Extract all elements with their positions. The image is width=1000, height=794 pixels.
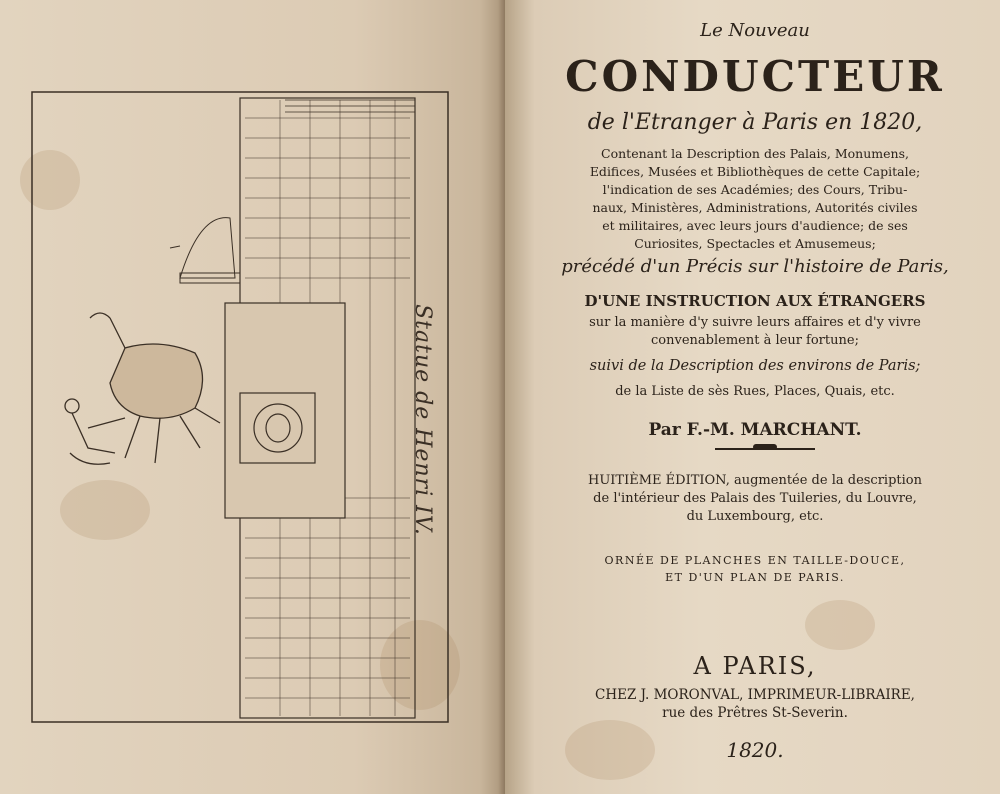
contents-line: l'indication de ses Académies; des Cours, Tribu- — [602, 182, 908, 197]
printer-line: rue des Prêtres St-Severin. — [662, 705, 848, 721]
edition-line: du Luxembourg, etc. — [686, 509, 824, 524]
engraving-plate — [30, 78, 450, 723]
edition-paragraph — [520, 472, 990, 526]
contents-paragraph — [520, 145, 990, 253]
imprint-printer — [520, 686, 990, 722]
plate-caption — [405, 240, 435, 600]
contents-line: naux, Ministères, Administrations, Autorités civiles — [592, 200, 918, 215]
plate-caption-text: Statue de Henri IV. — [410, 304, 435, 536]
maniere-line: sur la manière d'y suivre leurs affaires et d'y vivre — [589, 315, 921, 330]
book-subtitle: de l'Etranger à Paris en 1820, — [587, 110, 923, 135]
liste-line: de la Liste de sès Rues, Places, Quais, etc. — [615, 384, 895, 399]
maniere-paragraph — [520, 314, 990, 350]
ornee-line: ORNÉE DE PLANCHES EN TAILLE-DOUCE, — [604, 554, 906, 567]
suivi-line: suivi de la Description des environs de Paris; — [589, 358, 921, 374]
maniere-line: convenablement à leur fortune; — [651, 333, 859, 348]
imprint-city: A PARIS, — [693, 652, 817, 680]
precede-line: précédé d'un Précis sur l'histoire de Paris, — [561, 256, 949, 277]
ornee-paragraph — [520, 552, 990, 586]
equestrian-statue-engraving — [65, 313, 220, 464]
imprint-year: 1820. — [726, 738, 784, 762]
edition-line: HUITIÈME ÉDITION, augmentée de la description — [588, 473, 922, 488]
contents-line: Edifices, Musées et Bibliothèques de cette Capitale; — [589, 164, 921, 179]
author-line: Par F.-M. MARCHANT. — [648, 420, 862, 440]
contents-line: Curiosites, Spectacles et Amusemeus; — [634, 236, 876, 251]
contents-line: Contenant la Description des Palais, Monumens, — [601, 146, 909, 161]
dome-engraving — [170, 218, 240, 283]
pedestal-engraving — [225, 303, 345, 518]
ornee-line: ET D'UN PLAN DE PARIS. — [665, 571, 845, 584]
book-title: CONDUCTEUR — [565, 52, 945, 101]
edition-line: de l'intérieur des Palais des Tuileries, du Louvre, — [593, 491, 917, 506]
ornamental-rule-center — [753, 444, 777, 450]
contents-line: et militaires, avec leurs jours d'audience; de ses — [602, 218, 908, 233]
instruction-heading: D'UNE INSTRUCTION AUX ÉTRANGERS — [584, 292, 926, 310]
subtitle-top: Le Nouveau — [700, 20, 810, 41]
printer-line: CHEZ J. MORONVAL, IMPRIMEUR-LIBRAIRE, — [595, 687, 915, 703]
